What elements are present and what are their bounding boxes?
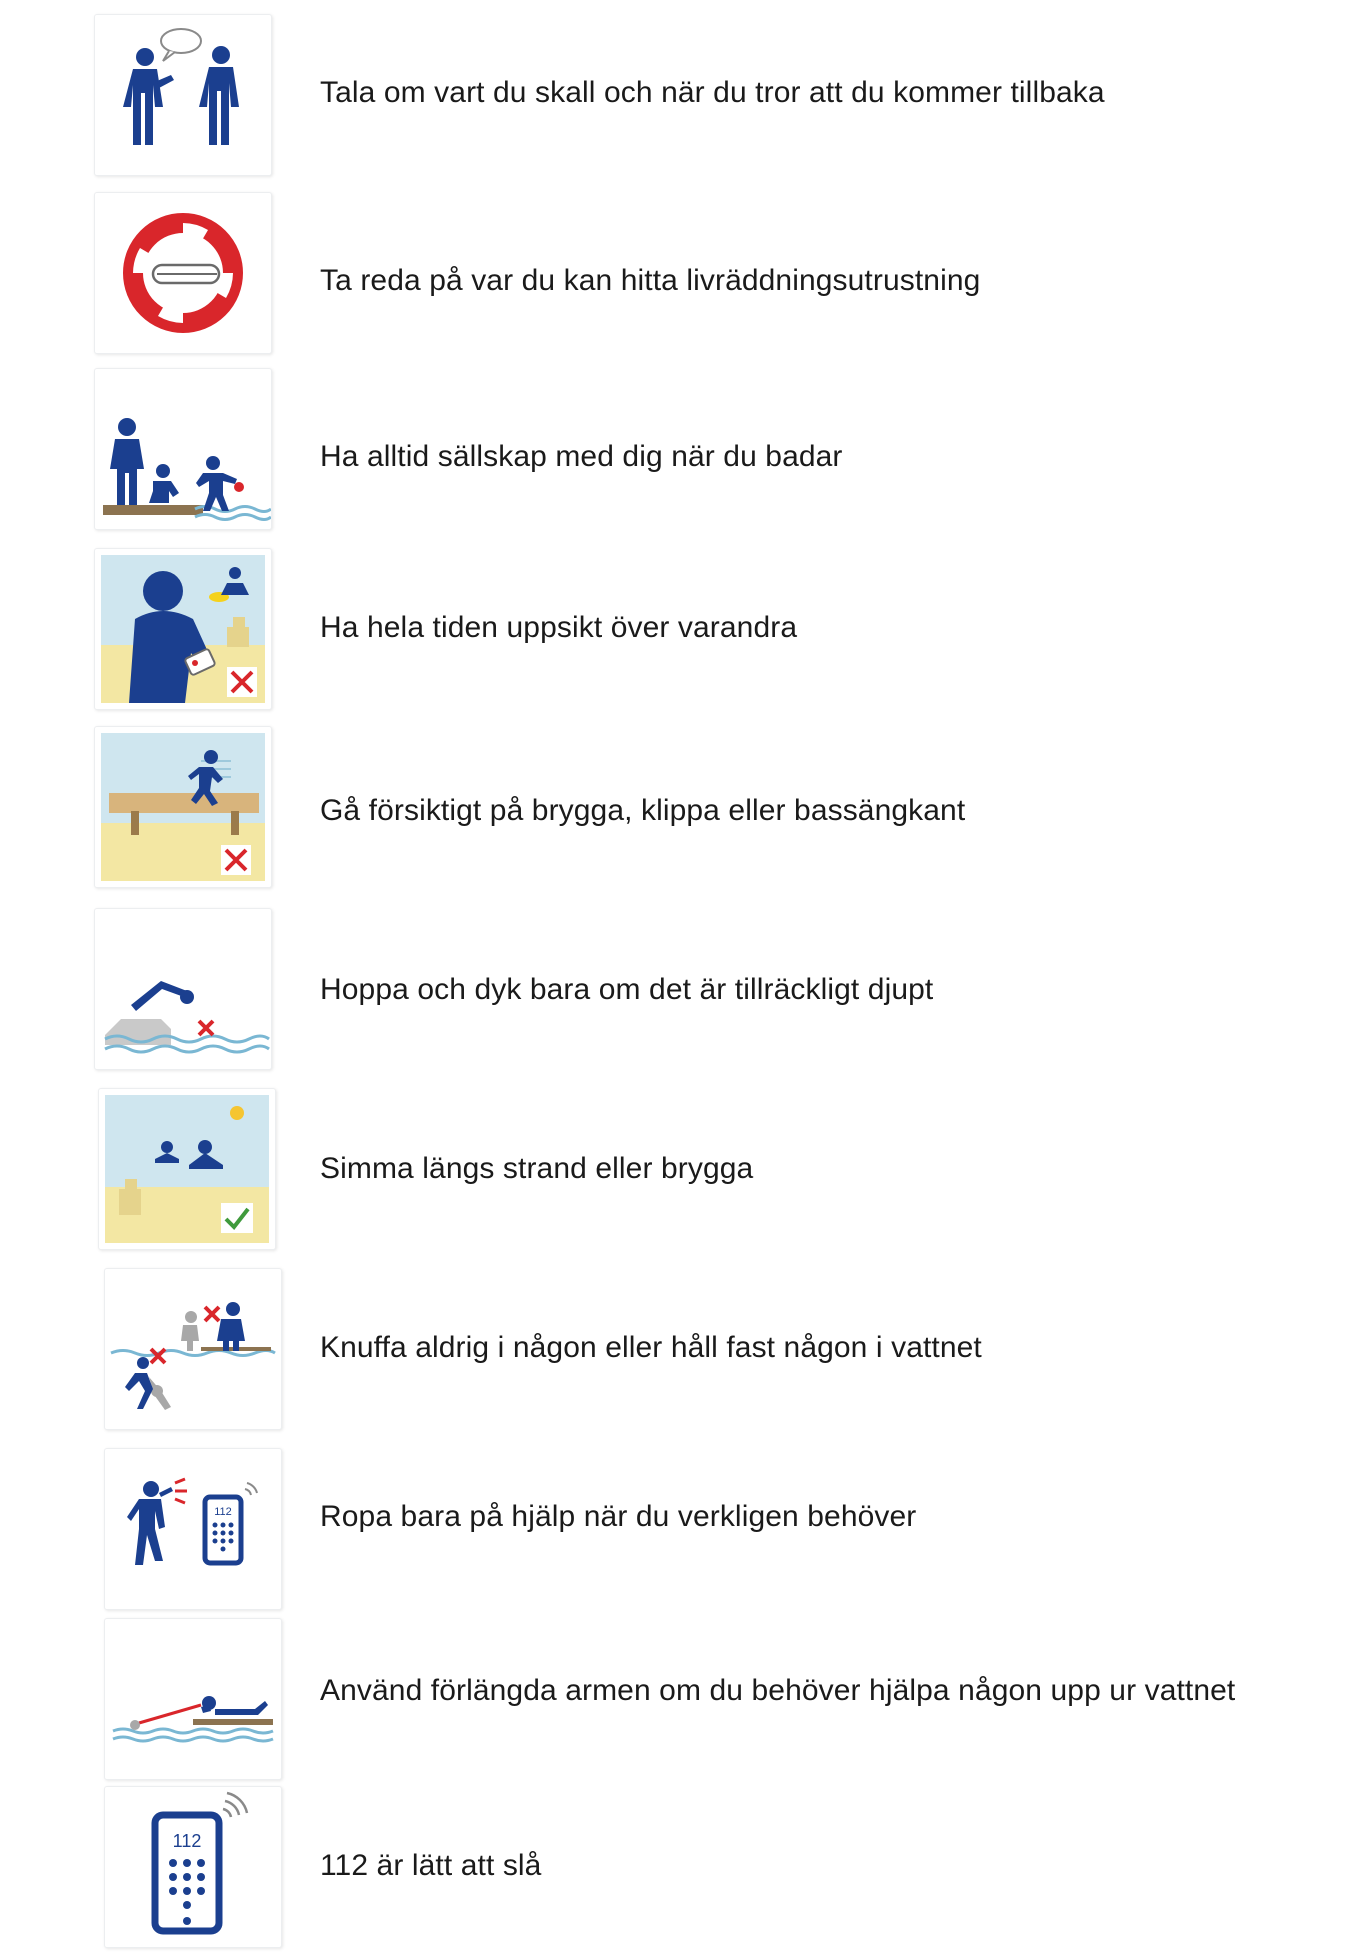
- rule-item: [0, 1786, 1370, 1956]
- rule-text: Simma längs strand eller brygga: [320, 1152, 754, 1185]
- rule-item: [0, 1268, 1370, 1438]
- rule-text: Ropa bara på hjälp när du verkligen behöver: [320, 1500, 917, 1533]
- rule-text: Hoppa och dyk bara om det är tillräckligt djupt: [320, 973, 934, 1006]
- two-people-talking-icon: [94, 14, 272, 176]
- shouting-for-help-icon: [104, 1448, 282, 1610]
- rule-text: Ha hela tiden uppsikt över varandra: [320, 611, 798, 644]
- rule-item: [0, 368, 1370, 538]
- rule-item: [0, 548, 1370, 718]
- rule-text: Ta reda på var du kan hitta livräddningsutrustning: [320, 264, 981, 297]
- adult-watching-child-icon: [94, 548, 272, 710]
- phone-number-text: 112: [172, 1831, 202, 1851]
- rule-text: Gå försiktigt på brygga, klippa eller bassängkant: [320, 794, 966, 827]
- rule-text: Knuffa aldrig i någon eller håll fast någon i vattnet: [320, 1331, 982, 1364]
- swimming-along-shore-icon: [98, 1088, 276, 1250]
- extended-arm-rescue-icon: [104, 1618, 282, 1780]
- rule-item: [0, 14, 1370, 184]
- lifebuoy-icon: [94, 192, 272, 354]
- rule-item: [0, 1448, 1370, 1618]
- no-pushing-icon: [104, 1268, 282, 1430]
- rule-item: [0, 192, 1370, 362]
- rule-text: Använd förlängda armen om du behöver hjälpa någon upp ur vattnet: [320, 1674, 1236, 1707]
- rule-item: [0, 1618, 1370, 1788]
- phone-number-text: 112: [214, 1506, 232, 1518]
- rule-text: 112 är lätt att slå: [320, 1849, 542, 1882]
- rule-text: Tala om vart du skall och när du tror att du kommer tillbaka: [320, 76, 1105, 109]
- phone-112-icon: [104, 1786, 282, 1948]
- rule-item: [0, 1088, 1370, 1258]
- rule-item: [0, 908, 1370, 1078]
- diving-shallow-icon: [94, 908, 272, 1070]
- slipping-on-pier-icon: [94, 726, 272, 888]
- rule-text: Ha alltid sällskap med dig när du badar: [320, 440, 843, 473]
- rule-item: [0, 726, 1370, 896]
- adult-with-children-icon: [94, 368, 272, 530]
